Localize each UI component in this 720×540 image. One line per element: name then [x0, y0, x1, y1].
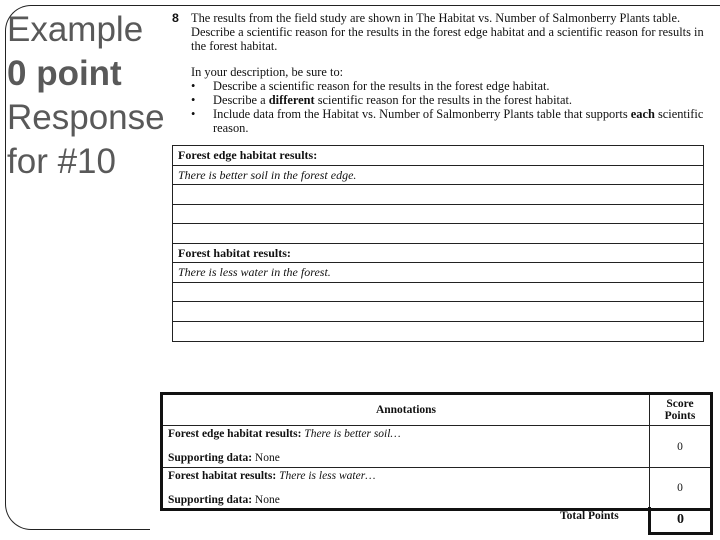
question-intro: In your description, be sure to: — [191, 65, 344, 79]
question-text: The results from the field study are shown in The Habitat vs. Number of Salmonberry Plants table. Describe a scientific reason for the results in the forest edge habitat and a scientific reason for results in the forest habitat. — [191, 11, 704, 53]
edge-heading: Forest edge habitat results: — [173, 146, 703, 166]
title-line: for #10 — [7, 142, 116, 181]
requirement-list — [191, 79, 712, 135]
requirement-item: • Describe a different scientific reason for the results in the forest habitat. — [191, 93, 712, 107]
blank-line — [173, 283, 703, 303]
forest-heading: Forest habitat results: — [173, 244, 703, 264]
table-row: Forest habitat results: There is less water… Supporting data: None 0 — [162, 468, 712, 510]
score-cell: 0 — [650, 426, 712, 468]
blank-line — [173, 185, 703, 205]
forest-response: There is less water in the forest. — [173, 263, 703, 283]
blank-line — [173, 224, 703, 244]
total-points-label: Total Points — [560, 510, 619, 522]
title-score: 0 point — [7, 54, 122, 93]
requirement-item: • Describe a scientific reason for the results in the forest edge habitat. — [191, 79, 712, 93]
blank-line — [173, 302, 703, 322]
question-block — [172, 11, 712, 135]
score-header: Score Points — [650, 394, 712, 426]
table-row: Forest edge habitat results: There is better soil… Supporting data: None 0 — [162, 426, 712, 468]
student-answer-box — [172, 145, 704, 342]
slide-title — [7, 8, 165, 184]
requirement-item: • Include data from the Habitat vs. Number of Salmonberry Plants table that supports each scientific reason. — [191, 107, 712, 135]
blank-line — [173, 322, 703, 342]
blank-line — [173, 205, 703, 225]
title-line: Example — [7, 10, 144, 49]
total-points-value: 0 — [648, 507, 713, 535]
title-line: Response — [7, 98, 165, 137]
question-number: 8 — [172, 11, 179, 25]
annotations-table — [160, 392, 713, 511]
edge-response: There is better soil in the forest edge. — [173, 166, 703, 186]
annotations-header: Annotations — [162, 394, 650, 426]
score-cell: 0 — [650, 468, 712, 510]
